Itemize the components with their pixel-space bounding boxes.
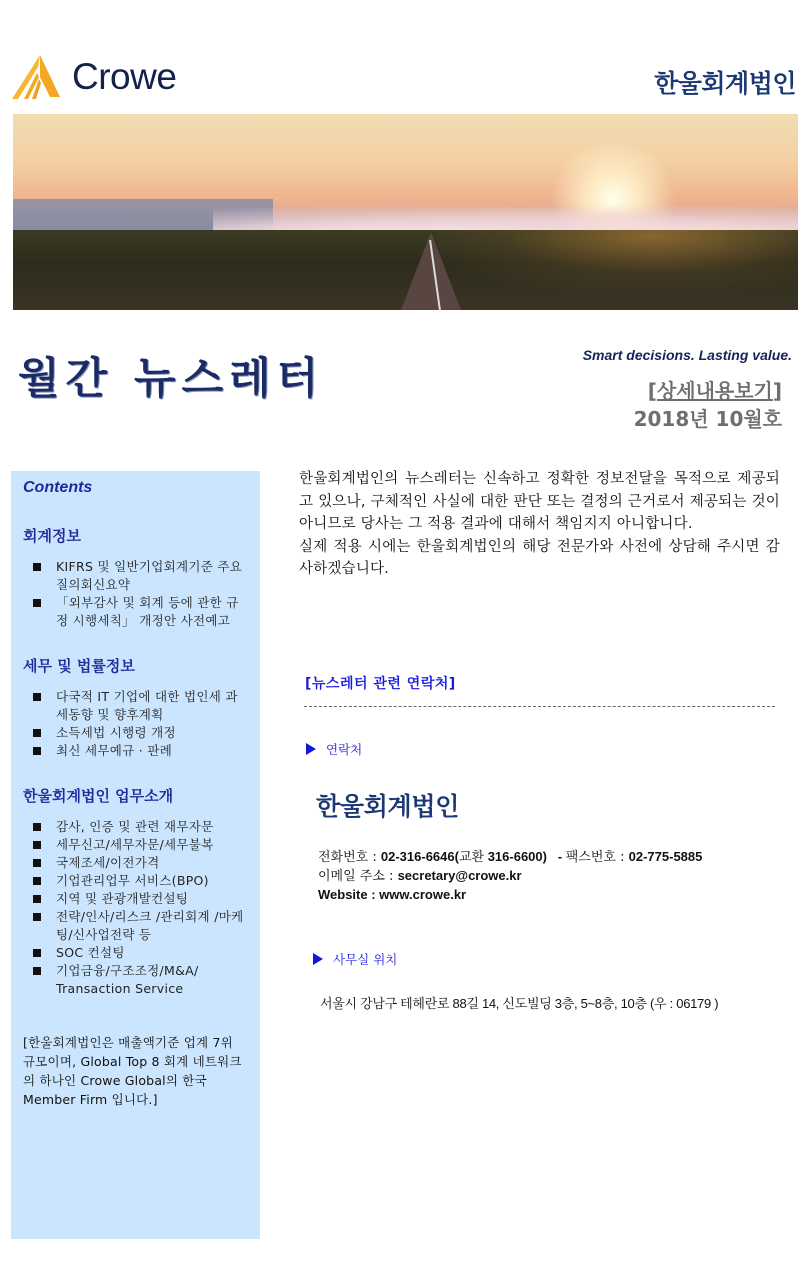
email-label: 이메일 주소 : xyxy=(318,869,398,884)
section-title-services[interactable]: 한울회계법인 업무소개 xyxy=(23,787,174,805)
list-item-label: 다국적 IT 기업에 대한 법인세 과세동향 및 향후계획 xyxy=(56,689,238,722)
issue-date: 2018년 10월호 xyxy=(633,407,782,431)
firm-name-header: 한울회계법인 xyxy=(654,69,796,98)
email-link[interactable]: secretary@crowe.kr xyxy=(397,868,522,883)
dashed-divider xyxy=(304,706,775,707)
crowe-peak-icon xyxy=(10,53,62,101)
intro-paragraph-2: 실제 적용 시에는 한울회계법인의 해당 전문가와 사전에 상담해 주시면 감사하겠습니다. xyxy=(299,538,780,577)
accounting-list xyxy=(23,558,248,630)
square-bullet-icon xyxy=(33,913,41,921)
email-line xyxy=(318,867,702,886)
square-bullet-icon xyxy=(33,967,41,975)
crowe-logo[interactable] xyxy=(10,52,190,102)
list-item xyxy=(33,818,248,836)
office-address: 서울시 강남구 테헤란로 88길 14, 신도빌딩 3층, 5~8층, 10층 (우 : 06179 ) xyxy=(320,996,719,1011)
list-item-label: 「외부감사 및 회계 등에 관한 규정 시행세칙」 개정안 사전예고 xyxy=(56,595,239,628)
banner-image xyxy=(13,114,798,310)
tagline: Smart decisions. Lasting value. xyxy=(582,347,792,363)
contents-heading: Contents xyxy=(23,479,93,496)
phone-label: 전화번호 : xyxy=(318,850,381,865)
contact-subheading-label: 연락처 xyxy=(326,742,363,757)
view-details-link[interactable] xyxy=(648,375,782,404)
list-item xyxy=(33,836,248,854)
triangle-right-icon xyxy=(306,743,316,755)
list-item-label: 감사, 인증 및 관련 재무자문 xyxy=(56,819,214,834)
fax-label: 팩스번호 : xyxy=(565,850,629,865)
list-item xyxy=(33,854,248,872)
page-title: 월간 뉴스레터 xyxy=(18,354,325,404)
list-item-label: 세무신고/세무자문/세무불복 xyxy=(56,837,214,852)
list-item xyxy=(33,944,248,962)
logo-wordmark: Crowe xyxy=(72,55,177,97)
services-list xyxy=(23,818,248,998)
square-bullet-icon xyxy=(33,949,41,957)
contact-details xyxy=(318,848,702,905)
list-item-label: 기업관리업무 서비스(BPO) xyxy=(56,873,209,888)
square-bullet-icon xyxy=(33,859,41,867)
phone-exchange-value[interactable]: 316-6600) xyxy=(484,849,547,864)
contact-subheading xyxy=(306,740,362,758)
list-item xyxy=(33,962,248,998)
list-item-label: 최신 세무예규 · 판례 xyxy=(56,743,173,758)
office-subheading xyxy=(313,950,397,968)
section-title-tax-legal[interactable]: 세무 및 법률정보 xyxy=(23,657,135,675)
intro-paragraph-1: 한울회계법인의 뉴스레터는 신속하고 정확한 정보전달을 목적으로 제공되고 있으나, 구체적인 사실에 대한 판단 또는 결정의 근거로서 제공되는 것이 아니므로 당사는 그 적용 결과에 대해서 책임지지 아니합니다. xyxy=(299,471,780,532)
list-item[interactable] xyxy=(33,688,248,724)
phone-value[interactable]: 02-316-6646( xyxy=(380,849,459,864)
list-item xyxy=(33,872,248,890)
square-bullet-icon xyxy=(33,841,41,849)
website-link[interactable]: www.crowe.kr xyxy=(379,887,467,902)
phone-exchange-label: 교환 xyxy=(458,850,485,865)
square-bullet-icon xyxy=(33,895,41,903)
list-item-label: SOC 컨설팅 xyxy=(56,945,125,960)
square-bullet-icon xyxy=(33,693,41,701)
square-bullet-icon xyxy=(33,729,41,737)
list-item xyxy=(33,908,248,944)
detail-link-open-bracket: [ xyxy=(647,379,657,403)
phone-line xyxy=(318,848,702,867)
office-subheading-label: 사무실 위치 xyxy=(333,952,398,967)
list-item[interactable] xyxy=(33,742,248,760)
list-item-label: 국제조세/이전가격 xyxy=(56,855,160,870)
fax-separator: - xyxy=(546,849,566,864)
list-item-label: 지역 및 관광개발컨설팅 xyxy=(56,891,189,906)
square-bullet-icon xyxy=(33,563,41,571)
list-item[interactable] xyxy=(33,594,248,630)
list-item xyxy=(33,890,248,908)
list-item-label: 기업금융/구조조정/M&A/ Transaction Service xyxy=(56,963,199,996)
detail-link-label: 상세내용보기 xyxy=(656,379,773,403)
firm-note: [한울회계법인은 매출액기준 업계 7위 규모이며, Global Top 8 회계 네트워크의 하나인 Crowe Global의 한국 Member Firm 입니다.] xyxy=(23,1035,242,1107)
list-item-label: 전략/인사/리스크 /관리회계 /마케팅/신사업전략 등 xyxy=(56,909,244,942)
list-item[interactable] xyxy=(33,724,248,742)
detail-link-close-bracket: ] xyxy=(772,379,782,403)
contents-sidebar xyxy=(11,471,260,1239)
tax-legal-list xyxy=(23,688,248,760)
website-label: Website : xyxy=(318,887,380,902)
square-bullet-icon xyxy=(33,877,41,885)
website-line xyxy=(318,886,702,905)
intro-text xyxy=(299,468,780,581)
section-title-accounting[interactable]: 회계정보 xyxy=(23,527,81,545)
square-bullet-icon xyxy=(33,823,41,831)
banner-ground-glow xyxy=(438,230,798,290)
list-item[interactable] xyxy=(33,558,248,594)
fax-value: 02-775-5885 xyxy=(628,849,703,864)
square-bullet-icon xyxy=(33,599,41,607)
list-item-label: KIFRS 및 일반기업회계기준 주요 질의회신요약 xyxy=(56,559,243,592)
contact-section-heading: [뉴스레터 관련 연락처] xyxy=(305,676,456,692)
list-item-label: 소득세법 시행령 개정 xyxy=(56,725,176,740)
square-bullet-icon xyxy=(33,747,41,755)
triangle-right-icon xyxy=(313,953,323,965)
firm-name-contact: 한울회계법인 xyxy=(316,792,460,821)
